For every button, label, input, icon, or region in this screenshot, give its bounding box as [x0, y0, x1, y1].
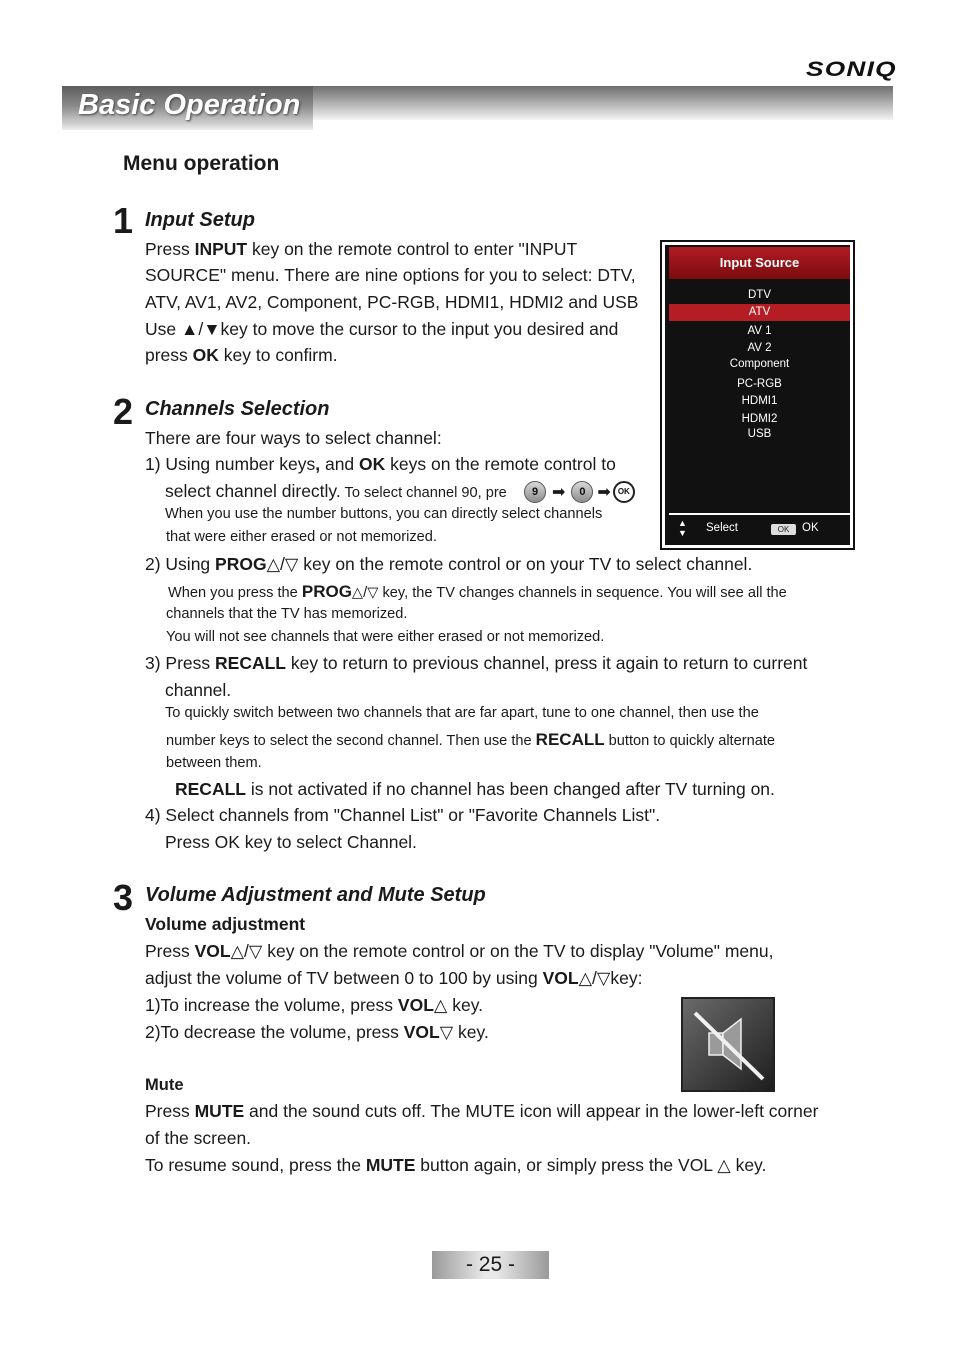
footer-ok-label: OK [802, 522, 819, 534]
ok-badge: OK [771, 524, 796, 535]
text-line: press OK key to confirm. [145, 345, 338, 365]
subheading-volume: Volume adjustment [145, 914, 306, 934]
ok-key-icon: OK [613, 481, 635, 503]
menu-title: Input Source [669, 247, 850, 279]
menu-item: HDMI2 [741, 413, 778, 425]
text-line: To quickly switch between two channels that are far apart, tune to one channel, then use the [165, 705, 759, 721]
input-source-menu-screenshot [660, 240, 855, 550]
text-line: 3) Press RECALL key to return to previous channel, press it again to return to current [145, 653, 808, 673]
text-line: number keys to select the second channel. Then use the RECALL button to quickly alternate [166, 730, 775, 749]
text-line: When you press the PROG△/▽ key, the TV changes channels in sequence. You will see all the [168, 582, 787, 601]
text-line: Press OK key to select Channel. [165, 832, 417, 852]
up-arrow-icon: ▲ [180, 319, 199, 339]
step-title-input-setup: Input Setup [145, 209, 255, 231]
menu-item-selected: ATV [669, 304, 850, 321]
menu-item: HDMI1 [741, 395, 778, 407]
step-title-volume-mute: Volume Adjustment and Mute Setup [145, 884, 486, 906]
page-title: Basic Operation [78, 89, 301, 121]
menu-item: AV 1 [747, 325, 772, 337]
down-arrow-icon: ▼ [203, 319, 221, 339]
text-line: To resume sound, press the MUTE button again, or simply press the VOL △ key. [145, 1155, 767, 1175]
menu-item: DTV [748, 289, 771, 301]
number-key-0-icon: 0 [571, 481, 593, 503]
text-line: Press INPUT key on the remote control to enter "INPUT [145, 239, 578, 259]
text-line: channels that the TV has memorized. [166, 606, 408, 622]
text-line: select channel directly. To select channel 90, pre [165, 481, 507, 501]
text-line: Press MUTE and the sound cuts off. The MUTE icon will appear in the lower-left corner [145, 1101, 819, 1121]
step-number-3: 3 [113, 877, 134, 918]
text-line: between them. [166, 755, 262, 771]
key-sequence [524, 481, 635, 503]
menu-item: USB [747, 428, 772, 440]
text-line: 1)To increase the volume, press VOL△ key. [145, 995, 484, 1015]
text-line: ATV, AV1, AV2, Component, PC-RGB, HDMI1, HDMI2 and USB [145, 292, 639, 312]
menu-footer [669, 513, 850, 543]
text-line: that were either erased or not memorized. [166, 529, 437, 545]
text-line: Press VOL△/▽ key on the remote control or on the TV to display "Volume" menu, [145, 941, 774, 961]
text-line: 1) Using number keys, and OK keys on the remote control to [145, 454, 616, 474]
text-line: adjust the volume of TV between 0 to 100 by using VOL△/▽key: [145, 968, 643, 988]
menu-item: AV 2 [747, 342, 772, 354]
text-line: 2)To decrease the volume, press VOL▽ key. [145, 1022, 489, 1042]
menu-item: PC-RGB [737, 378, 782, 390]
text-line: of the screen. [145, 1128, 252, 1148]
page-number: - 25 - [432, 1251, 549, 1279]
step-number-1: 1 [113, 200, 134, 241]
section-heading: Menu operation [123, 152, 280, 175]
menu-item: Component [729, 358, 790, 370]
right-arrow-icon: ➡ [552, 484, 566, 501]
text-line: channel. [165, 680, 232, 700]
mute-icon [681, 997, 775, 1092]
text-line: Use ▲/▼key to move the cursor to the input you desired and [145, 319, 619, 339]
text-line: RECALL is not activated if no channel has been changed after TV turning on. [175, 779, 775, 799]
number-key-9-icon: 9 [524, 481, 546, 503]
text-line: When you use the number buttons, you can directly select channels [165, 506, 603, 522]
right-arrow-icon: ➡ [597, 484, 611, 501]
step-title-channels-selection: Channels Selection [145, 398, 330, 420]
text-line: There are four ways to select channel: [145, 428, 442, 448]
subheading-mute: Mute [145, 1076, 184, 1094]
updown-arrows-icon: ▲ ▼ [678, 518, 687, 538]
footer-select-label: Select [706, 522, 738, 534]
step-number-2: 2 [113, 391, 134, 432]
text-line: 2) Using PROG△/▽ key on the remote control or on your TV to select channel. [145, 554, 753, 574]
text-line: 4) Select channels from "Channel List" or "Favorite Channels List". [145, 805, 661, 825]
text-line: You will not see channels that were either erased or not memorized. [166, 629, 605, 645]
brand-logo: SONIQ [806, 58, 897, 81]
text-line: SOURCE" menu. There are nine options for you to select: DTV, [145, 265, 636, 285]
